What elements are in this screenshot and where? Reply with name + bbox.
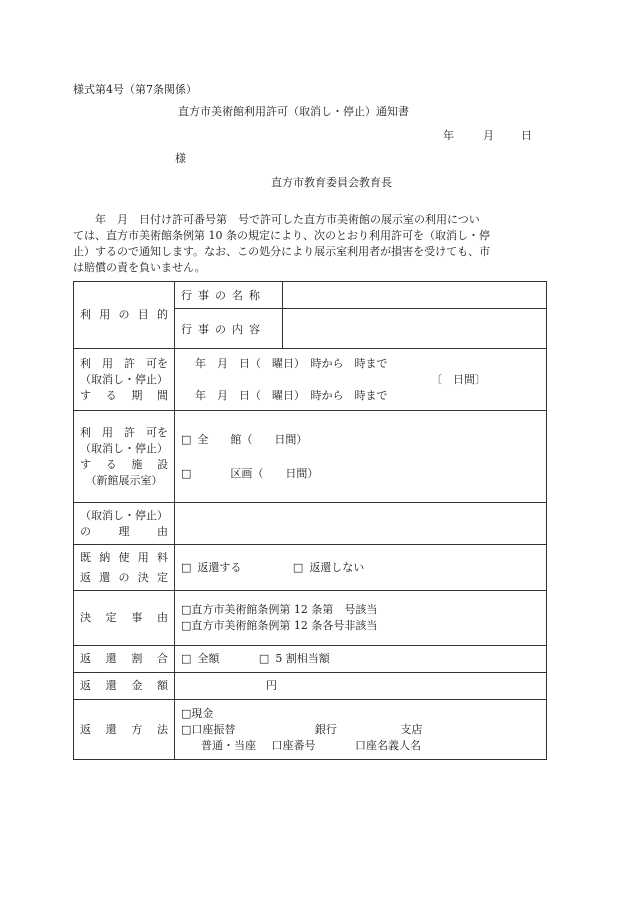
period-row (74, 349, 547, 411)
checkbox-icon[interactable]: □ (181, 722, 192, 736)
refund-decision-row (74, 545, 547, 591)
paragraph-line: は賠償の責を負いません。 (73, 261, 206, 274)
period-start: 年 月 日（ 曜日） 時から 時まで (195, 356, 388, 370)
checkbox-icon[interactable]: □ (181, 652, 192, 665)
reason-row (74, 503, 547, 545)
refund-rate-half-option[interactable]: □ 5 割相当額 (258, 652, 330, 665)
period-days: 〔 日間〕 (431, 372, 486, 386)
notice-form-table (73, 281, 547, 760)
refund-rate-label: 返 還 割 合 (74, 646, 175, 673)
refund-rate-full-option[interactable]: □ 全額 (181, 652, 220, 665)
cash-option[interactable]: □現金 (181, 706, 214, 720)
addressee-suffix: 様 (175, 152, 186, 165)
decision-reason-label: 決 定 事 由 (74, 591, 175, 646)
period-field[interactable] (175, 349, 547, 411)
refund-method-field (175, 700, 547, 760)
date-year: 年 (443, 129, 454, 142)
refund-decision-label: 既 納 使 用 料 返 還 の 決 定 (74, 545, 175, 591)
facility-field (175, 411, 547, 503)
refund-method-row (74, 700, 547, 760)
yen-unit: 円 (266, 679, 277, 692)
facility-row (74, 411, 547, 503)
checkbox-icon[interactable]: □ (181, 432, 192, 446)
branch-label: 支店 (400, 722, 423, 736)
refund-no-option[interactable]: □ 返還しない (292, 560, 365, 574)
event-name-label: 行事の名称 (175, 282, 283, 309)
checkbox-icon[interactable]: □ (181, 466, 192, 480)
refund-rate-field (175, 646, 547, 673)
decision-reason-option-not-applicable[interactable]: □直方市美術館条例第 12 条各号非該当 (181, 619, 378, 632)
account-type-label: 普通・当座 (201, 738, 256, 752)
bank-label: 銀行 (314, 722, 337, 736)
decision-reason-option-applicable[interactable]: □直方市美術館条例第 12 条第 号該当 (181, 603, 378, 616)
refund-amount-label: 返 還 金 額 (74, 673, 175, 700)
period-end: 年 月 日（ 曜日） 時から 時まで (195, 388, 388, 402)
account-line (181, 738, 540, 754)
facility-option-whole[interactable]: □ 全 館（ 日間） (181, 432, 308, 446)
checkbox-icon[interactable]: □ (181, 706, 192, 720)
paragraph-line: 年 月 日付け許可番号第 号で許可した直方市美術館の展示室の利用につい (73, 213, 480, 226)
checkbox-icon[interactable]: □ (181, 560, 192, 574)
refund-rate-row (74, 646, 547, 673)
date-month: 月 (483, 129, 494, 142)
account-holder-label: 口座名義人名 (355, 738, 421, 752)
notice-paragraph (73, 212, 546, 276)
period-label: 利 用 許 可を （取消し・停止） す る 期 間 (74, 349, 175, 411)
checkbox-icon[interactable]: □ (181, 619, 192, 632)
form-number: 様式第4号（第7条関係） (73, 83, 197, 96)
refund-amount-row (74, 673, 547, 700)
checkbox-icon[interactable]: □ (258, 652, 270, 665)
paragraph-line: ては、直方市美術館条例第 10 条の規定により、次のとおり利用許可を（取消し・停 (73, 229, 490, 242)
date-day: 日 (521, 129, 532, 142)
checkbox-icon[interactable]: □ (292, 560, 304, 574)
decision-reason-row (74, 591, 547, 646)
reason-label: （取消し・停止） の 理 由 (74, 503, 175, 545)
account-number-label: 口座番号 (271, 738, 316, 752)
checkbox-icon[interactable]: □ (181, 603, 192, 616)
decision-reason-field (175, 591, 547, 646)
transfer-option[interactable]: □口座振替 銀行 支店 (181, 722, 423, 736)
event-content-field[interactable] (283, 309, 547, 349)
refund-yes-option[interactable]: □ 返還する (181, 560, 242, 574)
document-title: 直方市美術館利用許可（取消し・停止）通知書 (178, 105, 409, 118)
reason-field[interactable] (175, 503, 547, 545)
facility-label: 利 用 許 可を （取消し・停止） す る 施 設 （新館展示室） (74, 411, 175, 503)
purpose-row-1 (74, 282, 547, 309)
facility-option-section[interactable]: □ 区画（ 日間） (181, 466, 319, 480)
purpose-label: 利 用 の 目 的 (74, 282, 175, 349)
refund-amount-field[interactable] (175, 673, 547, 700)
event-name-field[interactable] (283, 282, 547, 309)
refund-decision-field (175, 545, 547, 591)
issuer: 直方市教育委員会教育長 (271, 176, 392, 189)
refund-method-label: 返 還 方 法 (74, 700, 175, 760)
paragraph-line: 止）するので通知します。なお、この処分により展示室利用者が損害を受けても、市 (73, 245, 491, 258)
event-content-label: 行事の内容 (175, 309, 283, 349)
